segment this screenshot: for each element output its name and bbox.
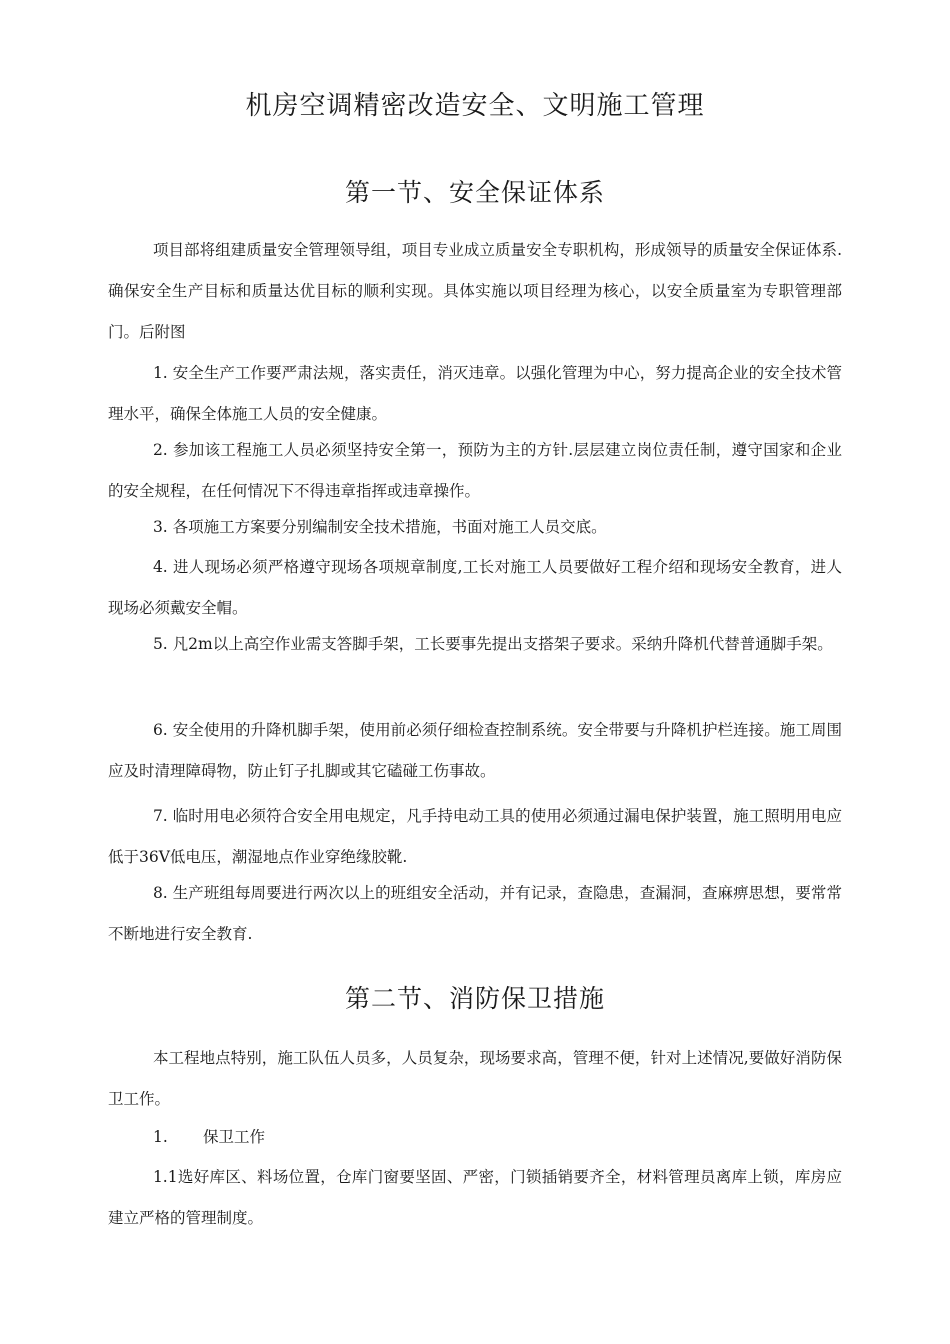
subheading-number: 1. [153, 1128, 168, 1146]
section-heading-safety: 第一节、安全保证体系 [344, 178, 605, 207]
section2-subheading [153, 1117, 265, 1158]
section1-item-1: 1. 安全生产工作要严肃法规，落实责任，消灭违章。以强化管理为中心，努力提高企业的安全技术管理水平，确保全体施工人员的安全健康。 [108, 364, 842, 423]
section1-item-3: 3. 各项施工方案要分别编制安全技术措施，书面对施工人员交底。 [152, 518, 607, 536]
section1-item-6: 6. 安全使用的升降机脚手架，使用前必须仔细检查控制系统。安全带要与升降机护栏连接。施工周围应及时清理障碍物，防止钉子扎脚或其它磕碰工伤事故。 [108, 721, 842, 780]
subheading-title: 保卫工作 [203, 1128, 266, 1146]
section1-intro-paragraph: 项目部将组建质量安全管理领导组，项目专业成立质量安全专职机构，形成领导的质量安全保证体系.确保安全生产目标和质量达优目标的顺利实现。具体实施以项目经理为核心，以安全质量室为专职管理部门。后附图 [108, 241, 842, 341]
document-title: 机房空调精密改造安全、文明施工管理 [245, 91, 705, 121]
section1-item-7: 7. 临时用电必须符合安全用电规定，凡手持电动工具的使用必须通过漏电保护装置，施工照明用电应低于36V低电压，潮湿地点作业穿绝缘胶靴. [108, 807, 842, 866]
section-heading-fire-security: 第二节、消防保卫措施 [344, 984, 605, 1013]
section2-intro-paragraph: 本工程地点特别，施工队伍人员多，人员复杂，现场要求高，管理不便，针对上述情况,要做好消防保卫工作。 [108, 1049, 842, 1108]
section1-item-2: 2. 参加该工程施工人员必须坚持安全第一，预防为主的方针.层层建立岗位责任制，遵守国家和企业的安全规程，在任何情况下不得违章指挥或违章操作。 [108, 441, 842, 500]
section1-item-5: 5. 凡2m以上高空作业需支答脚手架，工长要事先提出支搭架子要求。采纳升降机代替普通脚手架。 [152, 635, 833, 653]
section1-item-8: 8. 生产班组每周要进行两次以上的班组安全活动，并有记录，查隐患，查漏洞，查麻痹思想，要常常不断地进行安全教育. [108, 884, 842, 943]
section2-item-1-1: 1.1选好库区、料场位置，仓库门窗要坚固、严密，门锁插销要齐全，材料管理员离库上锁，库房应建立严格的管理制度。 [108, 1168, 842, 1227]
section1-item-4: 4. 进人现场必须严格遵守现场各项规章制度,工长对施工人员要做好工程介绍和现场安全教育，进人现场必须戴安全帽。 [108, 558, 842, 617]
